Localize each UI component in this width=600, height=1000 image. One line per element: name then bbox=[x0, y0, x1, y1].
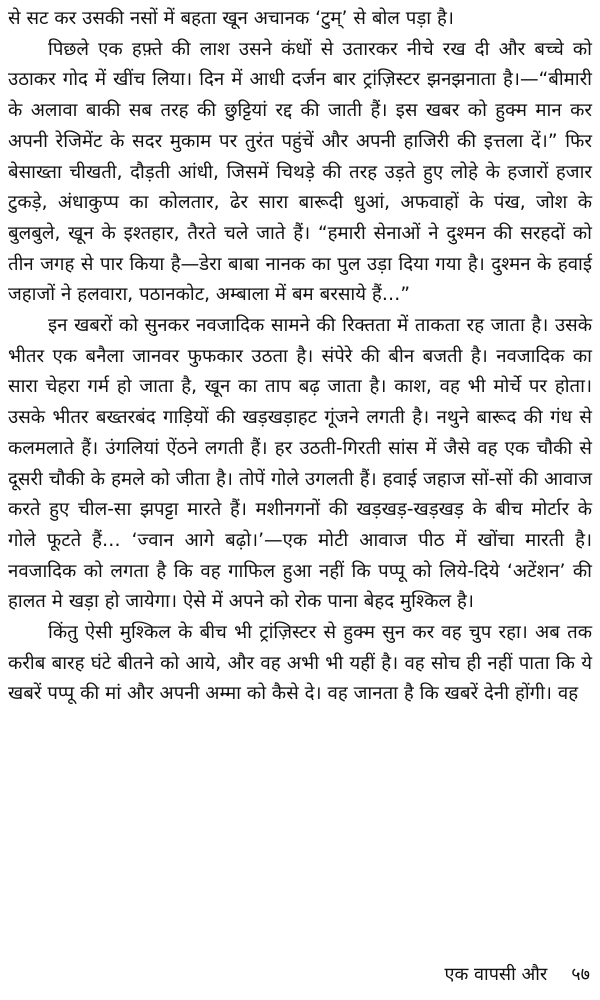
page-body bbox=[8, 4, 592, 710]
page-number: ५७ bbox=[571, 964, 590, 985]
page-footer bbox=[445, 962, 590, 986]
paragraph: इन खबरों को सुनकर नवजादिक सामने की रिक्तता में ताकता रह जाता है। उसके भीतर एक बनैला जानवर फुफकार उठता है। संपेरे की बीन बजती है। नवजादिक का सारा चेहरा गर्म हो जाता है, खून का ताप बढ़ जाता है। काश, वह भी मोर्चे पर होता। उसके भीतर बख्तरबंद गाड़ियों की खड़खड़ाहट गूंजने लगती है। नथुने बारूद की गंध से कलमलाते हैं। उंगलियां ऐंठने लगती हैं। हर उठती-गिरती सांस में जैसे वह एक चौकी से दूसरी चौकी के हमले को जीता है। तोपें गोले उगलती हैं। हवाई जहाज सों-सों की आवाज करते हुए चील-सा झपट्टा मारते हैं। मशीनगनों की खड़खड़-खड़खड़ के बीच मोर्टार के गोले फूटते हैं… ‘ज्वान आगे बढ़ो।’—एक मोटी आवाज पीठ में खोंचा मारती है। नवजादिक को लगता है कि वह गाफिल हुआ नहीं कि पप्पू को लिये-दिये ‘अटेंशन’ की हालत मे खड़ा हो जायेगा। ऐसे में अपने को रोक पाना बेहद मुश्किल है। bbox=[8, 315, 592, 613]
running-title: एक वापसी और bbox=[444, 964, 548, 985]
paragraph: किंतु ऐसी मुश्किल के बीच भी ट्रांज़िस्टर से हुक्म सुन कर वह चुप रहा। अब तक करीब बारह घंटे बीतने को आये, और वह अभी भी यहीं है। वह सोच ही नहीं पाता कि ये खबरें पप्पू की मां और अपनी अम्मा को कैसे दे। वह जानता है कि खबरें देनी होंगी। वह bbox=[8, 622, 592, 705]
paragraph-continuation: से सट कर उसकी नसों में बहता खून अचानक ‘टुम्’ से बोल पड़ा है। bbox=[8, 8, 454, 29]
paragraph: पिछले एक हफ़्ते की लाश उसने कंधों से उतारकर नीचे रख दी और बच्चे को उठाकर गोद में खींच लिया। दिन में आधी दर्जन बार ट्रांज़िस्टर झनझनाता है।—“बीमारी के अलावा बाकी सब तरह की छुट्टियां रद्द की जाती हैं। इस खबर को हुक्म मान कर अपनी रेजिमेंट के सदर मुकाम पर तुरंत पहुंचें और अपनी हाजिरी की इत्तला दें।” फिर बेसाख्ता चीखती, दौड़ती आंधी, जिसमें चिथड़े की तरह उड़ते हुए लोहे के हजारों हजार टुकड़े, अंधाकुप्प का कोलतार, ढेर सारा बारूदी धुआं, अफवाहों के पंख, जोश के बुलबुले, खून के इश्तहार, तैरते चले जाते हैं। “हमारी सेनाओं ने दुश्मन की सरहदों को तीन जगह से पार किया है—डेरा बाबा नानक का पुल उड़ा दिया गया है। दुश्मन के हवाई जहाजों ने हलवारा, पठानकोट, अम्बाला में बम बरसाये हैं…” bbox=[8, 38, 592, 306]
